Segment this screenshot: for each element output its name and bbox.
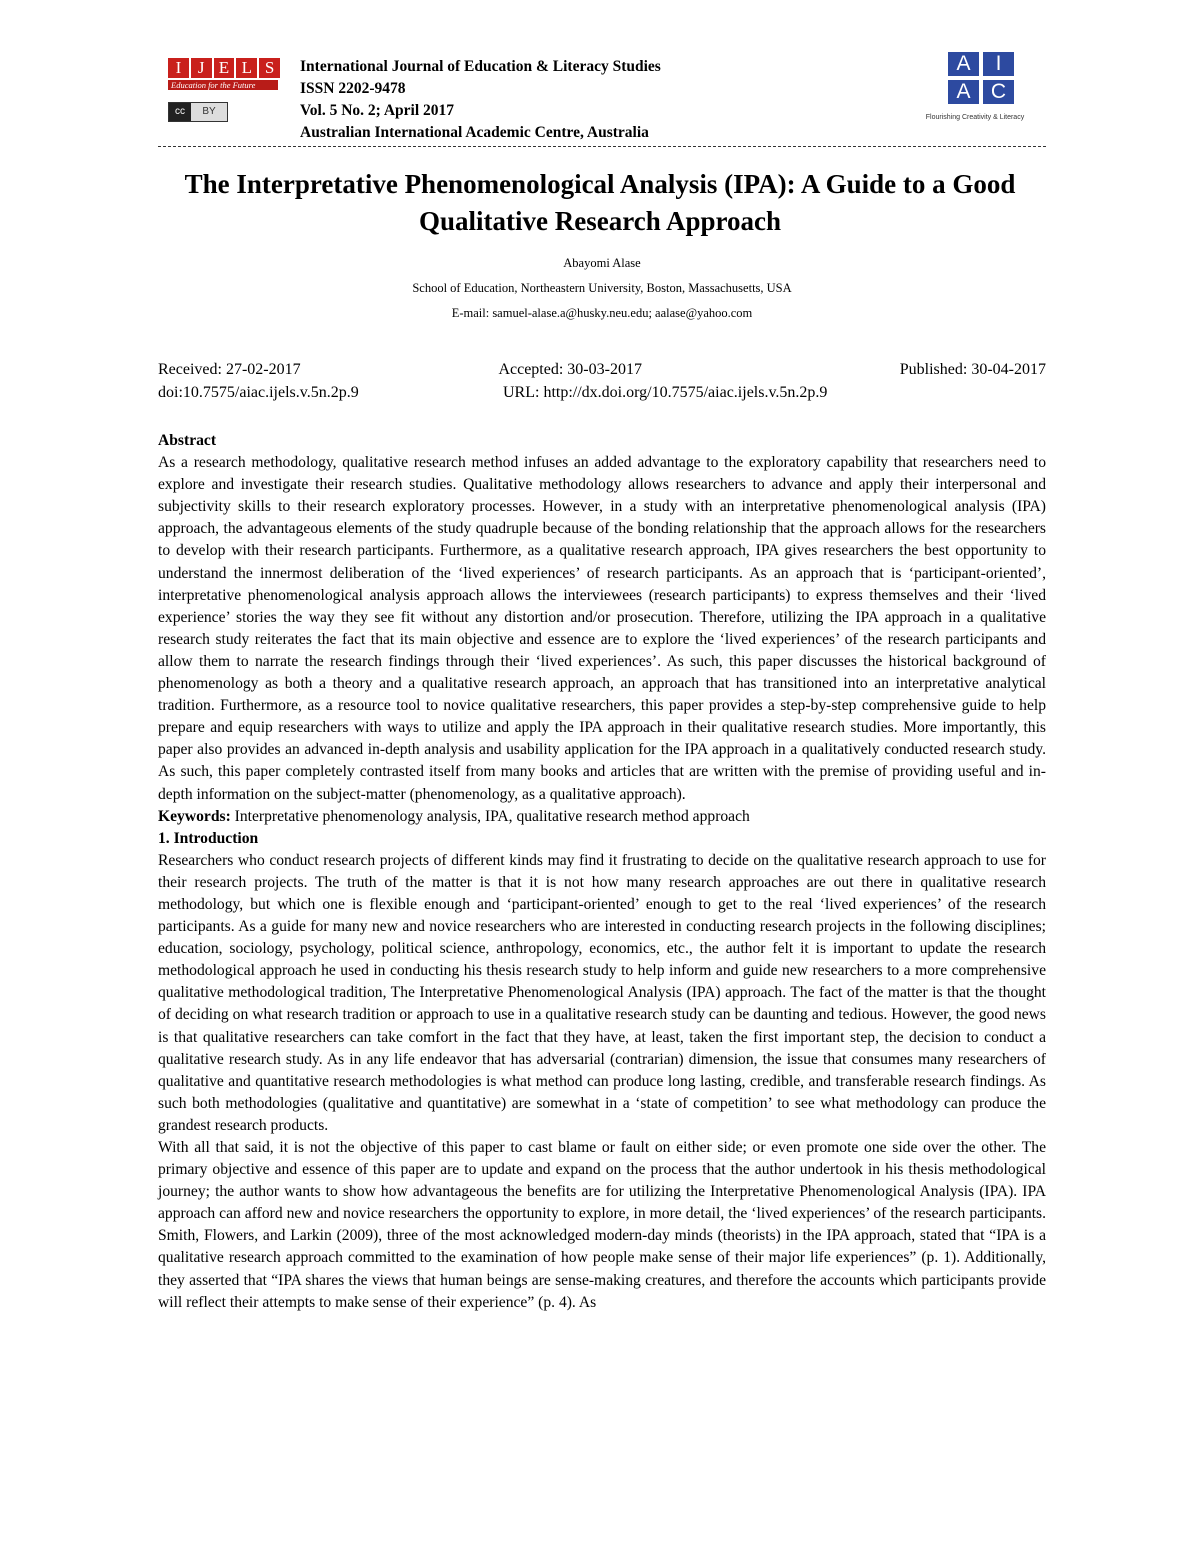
ijels-logo-letter: E (214, 58, 235, 78)
introduction-paragraph: Researchers who conduct research projects of different kinds may find it frustrating to decide on the qualitative research approach to use for their research projects. The truth of the matter is that it is not how many research approaches are out there in qualitative research methodology, but which one is flexible enough and ‘participant-oriented’ enough to get to the real ‘lived experiences’ of the research participants. As a guide for many new and novice researchers who are interested in conducting research projects in the following disciplines; education, sociology, psychology, political science, anthropology, economics, etc., the author felt it is important to update the research methodological approach he used in conducting his thesis research study to help inform and guide new researchers to a more comprehensive qualitative methodological tradition, The Interpretative Phenomenological Analysis (IPA) approach. The fact of the matter is that the thought of deciding on what research tradition or approach to use in a qualitative research study can be daunting and tedious. However, the good news is that qualitative researchers can take comfort in the fact that they have, at least, taken the first important step, the decision to conduct a qualitative research study. As in any life endeavor that has adversarial (contrarian) dimension, the issue that consumes many researchers of qualitative and quantitative research methodologies is what method can produce long lasting, credible, and transferable research findings. As such both methodologies (qualitative and quantitative) are somewhat in a ‘state of competition’ to see what methodology can produce the grandest research products. (158, 851, 1046, 1134)
ijels-logo-letter: J (191, 58, 212, 78)
doi-link[interactable]: doi:10.7575/aiac.ijels.v.5n.2p.9 (158, 384, 359, 401)
aiac-logo-letter: C (983, 80, 1014, 104)
abstract-text: As a research methodology, qualitative research method infuses an added advantage to the exploratory capability that researchers need to explore and investigate their research studies. Qualitative methodology allows researchers to advance and apply their interpersonal and subjectivity skills to their research exploratory processes. However, in a study with an interpretative phenomenological analysis (IPA) approach, the advantageous elements of the study quadruple because of the bonding relationship that the approach allows for the researchers to develop with their research participants. Furthermore, as a qualitative research approach, IPA gives researchers the best opportunity to understand the innermost deliberation of the ‘lived experiences’ of research participants. As an approach that is ‘participant-oriented’, interpretative phenomenological analysis approach allows the interviewees (research participants) to express themselves and their ‘lived experience’ stories the way they see fit without any distortion and/or prosecution. Therefore, utilizing the IPA approach in a qualitative research study reiterates the fact that its main objective and essence are to explore the ‘lived experiences’ of the research participants and allow them to narrate the research findings through their ‘lived experiences’. As such, this paper discusses the historical background of phenomenology as both a theory and a qualitative research approach, an approach that has transitioned into an interpretative analytical tradition. Furthermore, as a resource tool to novice qualitative researchers, this paper provides a step-by-step comprehensive guide to help prepare and equip researchers with ways to utilize and apply the IPA approach in their qualitative research studies. More importantly, this paper also provides an advanced in-depth analysis and usability application for the IPA approach in a qualitatively conducted research study. As such, this paper completely contrasted itself from many books and articles that are written with the premise of providing useful and in-depth information on the subject-matter (phenomenology, as a qualitative approach). (158, 454, 1046, 803)
url-link[interactable]: URL: http://dx.doi.org/10.7575/aiac.ijels.v.5n.2p.9 (503, 384, 828, 401)
journal-publisher: Australian International Academic Centre, Australia (300, 124, 649, 141)
journal-header (158, 50, 1046, 146)
publication-dates (158, 358, 1046, 404)
published-date: Published: 30-04-2017 (899, 361, 1046, 378)
journal-info (300, 56, 661, 144)
introduction-heading: 1. Introduction (158, 829, 259, 847)
ijels-logo-letter: I (168, 58, 189, 78)
aiac-logo-letter: A (948, 52, 979, 76)
aiac-logo-letter: A (948, 80, 979, 104)
author-name: Abayomi Alase (563, 256, 641, 270)
cc-icon: cc (169, 103, 191, 121)
accepted-date: Accepted: 30-03-2017 (498, 361, 642, 378)
cc-license-icon[interactable] (168, 102, 228, 122)
author-affiliation: School of Education, Northeastern University, Boston, Massachusetts, USA (412, 281, 792, 295)
paper-body (158, 430, 1046, 1314)
ijels-tagline: Education for the Future (168, 80, 278, 90)
journal-name: International Journal of Education & Literacy Studies (300, 58, 661, 75)
cc-by-label: BY (202, 106, 216, 117)
abstract-heading: Abstract (158, 432, 217, 449)
keywords-text: Interpretative phenomenology analysis, IPA, qualitative research method approach (234, 807, 750, 825)
header-divider (158, 146, 1046, 147)
ijels-logo-letter: S (259, 58, 280, 78)
received-date: Received: 27-02-2017 (158, 361, 301, 378)
aiac-logo-letter: I (983, 52, 1014, 76)
keywords (158, 806, 1046, 828)
journal-issn: ISSN 2202-9478 (300, 80, 406, 97)
ijels-logo (168, 58, 280, 122)
introduction-paragraph: With all that said, it is not the objective of this paper to cast blame or fault on either side; or even promote one side over the other. The primary objective and essence of this paper are to update and expand on the process that the author undertook in his thesis methodological journey; the author wants to show how advantageous the benefits are for utilizing the Interpretative Phenomenological Analysis (IPA). IPA approach can afford new and novice researchers the opportunity to explore, in more detail, the ‘lived experiences’ of the research participants. Smith, Flowers, and Larkin (2009), three of the most acknowledged modern-day minds (theorists) in the IPA approach, stated that “IPA is a qualitative research approach committed to the examination of how people make sense of their major life experiences” (p. 1). Additionally, they asserted that “IPA shares the views that human beings are sense-making creatures, and therefore the accounts which participants provide will reflect their attempts to make sense of their experience” (p. 4). As (158, 1139, 1046, 1311)
aiac-logo (925, 52, 1026, 121)
paper-title: The Interpretative Phenomenological Analysis (IPA): A Guide to a Good Qualitative Research Approach (184, 169, 1016, 236)
aiac-tagline: Flourishing Creativity & Literacy (925, 114, 1025, 121)
journal-volume: Vol. 5 No. 2; April 2017 (300, 102, 455, 119)
author-email[interactable]: E-mail: samuel-alase.a@husky.neu.edu; aalase@yahoo.com (451, 306, 753, 320)
keywords-label: Keywords: (158, 807, 231, 825)
ijels-logo-letter: L (236, 58, 257, 78)
